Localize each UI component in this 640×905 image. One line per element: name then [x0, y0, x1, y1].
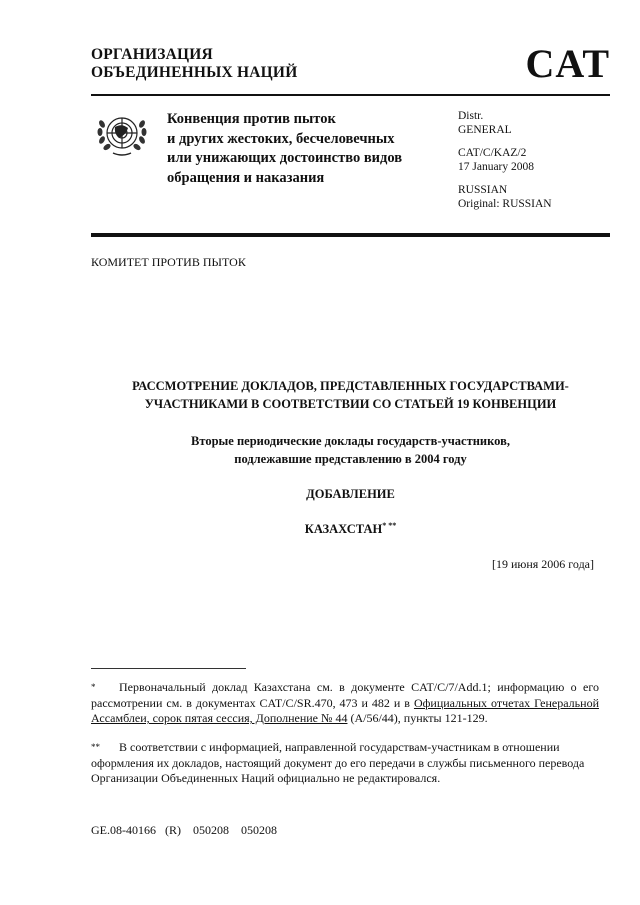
footnote-2 — [91, 740, 599, 787]
main-title-line-1: РАССМОТРЕНИЕ ДОКЛАДОВ, ПРЕДСТАВЛЕННЫХ ГОСУДАРСТВАМИ- — [132, 379, 569, 393]
subtitle-line-2: подлежавшие представлению в 2004 году — [234, 452, 467, 466]
convention-line-1: Конвенция против пыток — [167, 111, 336, 127]
convention-line-3: или унижающих достоинство видов — [167, 150, 403, 166]
distr-value: GENERAL — [458, 123, 512, 136]
issue-date: 17 January 2008 — [458, 160, 535, 173]
org-line-1: ОРГАНИЗАЦИЯ — [91, 46, 213, 63]
report-date: [19 июня 2006 года] — [491, 557, 594, 571]
document-language: RUSSIAN — [458, 184, 508, 196]
committee-name: КОМИТЕТ ПРОТИВ ПЫТОК — [91, 255, 246, 269]
organization-name — [91, 46, 297, 82]
country-name: КАЗАХСТАН — [304, 522, 383, 537]
footnote-2-mark: ** — [91, 742, 100, 752]
convention-line-4: обращения и наказания — [167, 169, 325, 186]
un-emblem-icon — [95, 109, 149, 159]
subtitle — [91, 432, 610, 468]
main-title — [91, 377, 610, 413]
footnote-separator — [91, 668, 246, 669]
subtitle-line-1: Вторые периодические доклады государств-участников, — [191, 434, 510, 448]
document-series-symbol: CAT — [525, 41, 610, 86]
country-heading — [91, 521, 610, 537]
distribution-block — [458, 110, 552, 211]
footnote-2-text: В соответствии с информацией, направленной государствам-участникам в отношении оформления их докладов, настоящий документ до его передачи в службы письменного перевода Организации Объединенных Наций официально не редактировался. — [91, 740, 585, 785]
addendum-heading: ДОБАВЛЕНИЕ — [306, 487, 395, 501]
document-symbol: CAT/C/KAZ/2 — [458, 147, 527, 159]
footnote-1-link[interactable]: Официальных отчетах Генеральной Ассамблеи, сорок пятая сессия, Дополнение № 44 — [91, 695, 599, 725]
main-title-line-2: УЧАСТНИКАМИ В СООТВЕТСТВИИ СО СТАТЬЕЙ 19 КОНВЕНЦИИ — [144, 397, 557, 411]
distr-label: Distr. — [458, 110, 484, 122]
convention-line-2: и других жестоких, бесчеловечных — [167, 130, 395, 147]
footnote-1-text-a: Первоначальный доклад Казахстана см. в документе CAT/C/7/Add.1; информацию о его рассмотрении см. в документах CAT/C/SR.470, 473 и 482 и в — [91, 680, 599, 710]
header-divider — [91, 94, 610, 96]
footnote-1 — [91, 680, 599, 727]
footnote-1-mark: * — [91, 682, 96, 692]
convention-title — [167, 110, 402, 188]
original-language: Original: RUSSIAN — [458, 197, 552, 210]
footnote-marks[interactable]: * ** — [382, 521, 397, 530]
job-number: GE.08-40166 (R) 050208 050208 — [91, 823, 277, 837]
org-line-2: ОБЪЕДИНЕННЫХ НАЦИЙ — [91, 64, 298, 81]
masthead-divider — [91, 233, 610, 237]
footnote-1-text-b: (A/56/44), пункты 121-129. — [347, 711, 488, 725]
